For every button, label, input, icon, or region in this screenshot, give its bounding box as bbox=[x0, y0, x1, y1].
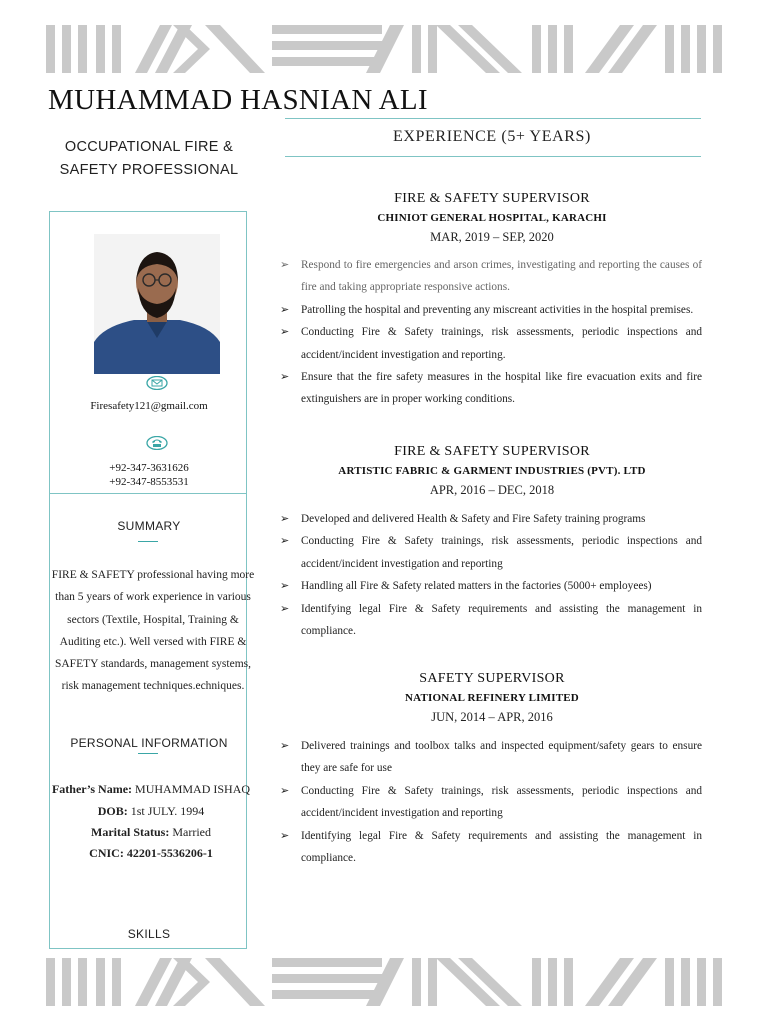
list-item: ➢ Conducting Fire & Safety trainings, risk assessments, periodic inspections and accident/incident investigation and reporting. bbox=[280, 326, 702, 361]
job-3-dates: JUN, 2014 – APR, 2016 bbox=[431, 710, 553, 724]
experience-divider bbox=[285, 156, 701, 157]
father-name-label: Father’s Name: bbox=[51, 782, 133, 796]
marital-status-value: Married bbox=[172, 825, 211, 839]
job-1-title: FIRE & SAFETY SUPERVISOR bbox=[394, 191, 590, 206]
experience-heading: EXPERIENCE (5+ YEARS) bbox=[393, 128, 591, 145]
cnic-label: CNIC: bbox=[89, 846, 124, 860]
skills-heading: SKILLS bbox=[127, 927, 171, 941]
list-item: ➢ Conducting Fire & Safety trainings, risk assessments, periodic inspections and accident/incident investigation and reporting bbox=[280, 784, 702, 820]
phone-1-text[interactable]: +92-347-3631626 bbox=[109, 462, 189, 474]
list-item: ➢ Identifying legal Fire & Safety requirements and assisting the management in compliance. bbox=[280, 829, 702, 865]
dob-value: 1st JULY. 1994 bbox=[130, 804, 205, 818]
job-3-bullets bbox=[278, 735, 702, 869]
job-1-dates: MAR, 2019 – SEP, 2020 bbox=[430, 230, 554, 244]
list-item: ➢ Identifying legal Fire & Safety requirements and assisting the management in compliance. bbox=[280, 602, 702, 638]
job-2-org: ARTISTIC FABRIC & GARMENT INDUSTRIES (PVT). LTD bbox=[338, 465, 646, 477]
list-item: ➢ Developed and delivered Health & Safety and Fire Safety training programs bbox=[280, 513, 646, 525]
job-3-header bbox=[285, 671, 699, 725]
bottom-pattern-band bbox=[40, 958, 726, 1006]
sidebar-panel bbox=[49, 211, 255, 949]
list-item: ➢ Ensure that the fire safety measures in the hospital like fire evacuation exits and fire extinguishers are in proper working conditions. bbox=[280, 371, 702, 406]
list-item: ➢ Respond to fire emergencies and arson crimes, investigating and reporting the causes of fire and taking appropriate responsive actions. bbox=[280, 259, 702, 294]
list-item: ➢ Patrolling the hospital and preventing any miscreant activities in the hospital premises. bbox=[280, 303, 694, 316]
phone-2-text[interactable]: +92-347-8553531 bbox=[109, 476, 189, 488]
job-2-header bbox=[285, 444, 699, 498]
dob-row bbox=[46, 804, 256, 819]
email-text[interactable]: Firesafety121@gmail.com bbox=[90, 400, 208, 412]
dob-label: DOB: bbox=[97, 804, 128, 818]
profession-title bbox=[50, 136, 248, 182]
list-item: ➢ Conducting Fire & Safety trainings, risk assessments, periodic inspections and accident/incident investigation and reporting bbox=[280, 535, 702, 570]
name-divider bbox=[285, 118, 701, 119]
job-1-bullets bbox=[278, 254, 702, 411]
marital-status-label: Marital Status: bbox=[91, 825, 170, 839]
father-name-value: MUHAMMAD ISHAQ bbox=[135, 782, 251, 796]
mail-icon bbox=[146, 376, 168, 390]
personal-info-underline bbox=[138, 753, 158, 754]
job-3-org: NATIONAL REFINERY LIMITED bbox=[405, 692, 579, 704]
cnic-value: 42201-5536206-1 bbox=[126, 846, 213, 860]
cnic-row bbox=[46, 846, 256, 861]
phone-icon bbox=[146, 436, 168, 450]
list-item: ➢ Handling all Fire & Safety related matters in the factories (5000+ employees) bbox=[280, 580, 652, 593]
marital-status-row bbox=[46, 825, 256, 840]
profession-line-2: SAFETY PROFESSIONAL bbox=[59, 162, 239, 178]
summary-heading: SUMMARY bbox=[117, 519, 181, 533]
job-3-title: SAFETY SUPERVISOR bbox=[419, 671, 565, 686]
job-1-header bbox=[285, 191, 699, 245]
summary-text: FIRE & SAFETY professional having more than 5 years of work experience in various sectors (Textile, Hospital, Training & Auditing etc.). Well versed with FIRE & SAFETY standards, management systems, risk management techniques.echniques. bbox=[51, 569, 255, 693]
profile-photo bbox=[94, 234, 220, 374]
job-1-org: CHINIOT GENERAL HOSPITAL, KARACHI bbox=[377, 212, 607, 224]
father-name-row bbox=[46, 782, 256, 797]
job-2-dates: APR, 2016 – DEC, 2018 bbox=[429, 483, 555, 497]
job-2-bullets bbox=[278, 508, 702, 642]
sidebar-divider bbox=[50, 493, 246, 494]
top-pattern-band bbox=[40, 25, 726, 73]
candidate-name: MUHAMMAD HASNIAN ALI bbox=[48, 84, 428, 116]
summary-underline bbox=[138, 541, 158, 542]
list-item: ➢ Delivered trainings and toolbox talks and inspected equipment/safety gears to ensure they are safe for use bbox=[280, 740, 702, 775]
job-2-title: FIRE & SAFETY SUPERVISOR bbox=[394, 444, 590, 459]
profession-line-1: OCCUPATIONAL FIRE & bbox=[64, 139, 234, 155]
personal-info-heading: PERSONAL INFORMATION bbox=[70, 736, 228, 750]
